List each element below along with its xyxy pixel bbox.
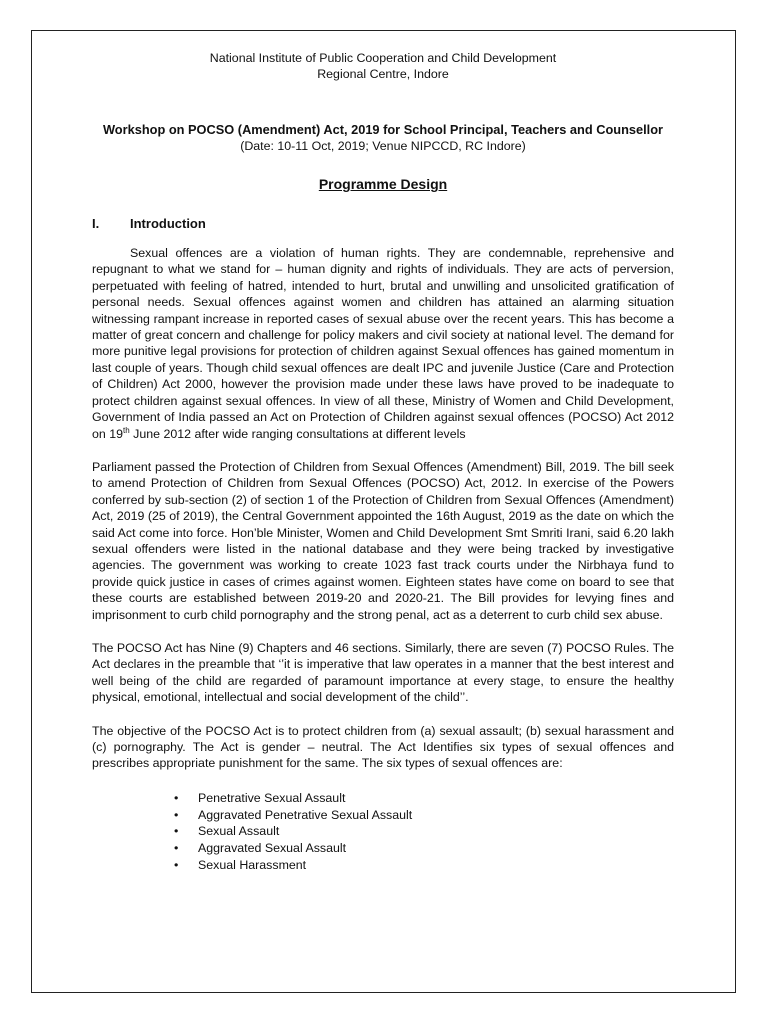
- ordinal-suffix: th: [123, 425, 130, 435]
- bullet-icon: •: [174, 858, 179, 872]
- bullet-icon: •: [174, 841, 179, 856]
- intro-paragraph-1-tail: June 2012 after wide ranging consultations at different levels: [129, 426, 466, 441]
- section-number: I.: [92, 215, 100, 231]
- workshop-title: Workshop on POCSO (Amendment) Act, 2019 for School Principal, Teachers and Counsellor: [102, 121, 664, 137]
- list-item: • Penetrative Sexual Assault: [174, 790, 346, 805]
- document-body: [92, 50, 674, 874]
- offence-list: [174, 790, 674, 874]
- list-item: • Sexual Harassment: [174, 858, 307, 872]
- bullet-icon: •: [174, 790, 179, 805]
- list-item: • Aggravated Sexual Assault: [174, 841, 347, 856]
- bullet-icon: •: [174, 807, 179, 822]
- regional-centre: Regional Centre, Indore: [317, 67, 449, 82]
- intro-paragraph-1: [92, 245, 674, 442]
- act-structure-paragraph: The POCSO Act has Nine (9) Chapters and 46 sections. Similarly, there are seven (7) POCSO Rules. The Act declares in the preamble that ‘’it is imperative that law operates in a manner that the best interest and well being of the child are regarded of paramount importance at every stage, to ensure the healthy physical, emotional, intellectual and social development of the child’’.: [92, 640, 674, 705]
- amendment-paragraph: Parliament passed the Protection of Children from Sexual Offences (Amendment) Bill, 2019. The bill seek to amend Protection of Children from Sexual Offences (POCSO) Act, 2012. In exercise of the Powers conferred by sub-section (2) of section 1 of the Protection of Children from Sexual Offences (Amendment) Act, 2019 (25 of 2019), the Central Government appointed the 16th August, 2019 as the date on which the said Act come into force. Hon’ble Minister, Women and Child Development Smt Smriti Irani, said 6.20 lakh sexual offenders were listed in the national database and they were being tracked by investigative agencies. The government was working to create 1023 fast track courts under the Nirbhaya fund to provide quick justice in cases of crimes against women. Eighteen states have come on board to see that these courts are established between 2019-20 and 2020-21. The Bill provides for levying fines and imprisonment to curb child pornography and the strong penal, act as a deterrent to curb child sex abuse.: [92, 459, 674, 622]
- list-item: • Sexual Assault: [174, 824, 280, 839]
- list-item: • Aggravated Penetrative Sexual Assault: [174, 807, 413, 822]
- section-title: Introduction: [130, 215, 206, 231]
- workshop-details: (Date: 10-11 Oct, 2019; Venue NIPCCD, RC Indore): [240, 138, 526, 153]
- intro-paragraph-1-text: Sexual offences are a violation of human rights. They are condemnable, reprehensive and repugnant to what we stand for – human dignity and rights of individuals. They are acts of perversion, perpetuated with feeling of hatred, intended to hurt, brutal and unwilling and unsolicited gratification of personal needs. Sexual offences against women and children has attained an alarming situation witnessing rampant increase in reported cases of sexual abuse over the recent years. This has become a matter of great concern and challenge for policy makers and civil society at national level. The demand for more punitive legal provisions for protection of children against Sexual offences has gained momentum in last couple of years. Though child sexual offences are dealt IPC and juvenile Justice (Care and Protection of Children) Act 2000, however the provision made under these laws have proved to be inadequate to protect children against sexual offences. In view of all these, Ministry of Women and Child Development, Government of India passed an Act on Protection of Children against sexual offences (POCSO) Act 2012 on 19: [92, 246, 674, 441]
- programme-design-heading: Programme Design: [318, 176, 448, 193]
- bullet-icon: •: [174, 824, 179, 839]
- section-heading: [92, 216, 674, 232]
- objective-paragraph: The objective of the POCSO Act is to protect children from (a) sexual assault; (b) sexual harassment and (c) pornography. The Act is gender – neutral. The Act Identifies six types of sexual offences and prescribes appropriate punishment for the same. The six types of sexual offences are:: [92, 723, 674, 771]
- institute-name: National Institute of Public Cooperation and Child Development: [209, 51, 557, 65]
